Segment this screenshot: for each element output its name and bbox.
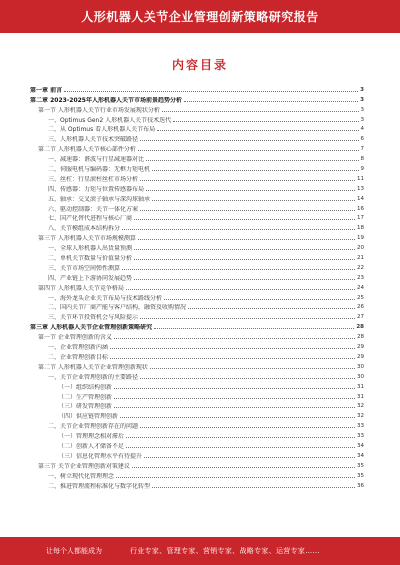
report-title: 人形机器人关节企业管理创新策略研究报告 <box>81 10 319 24</box>
toc-leader-dots <box>146 190 355 191</box>
toc-entry-text: 一、Optimus Gen2 人形机器人关节技术迭代 <box>48 116 172 124</box>
toc-leader-dots <box>134 219 355 220</box>
toc-leader-dots <box>164 299 355 300</box>
toc-entry[interactable] <box>30 480 364 490</box>
toc-entry-page: 25 <box>357 294 364 301</box>
toc-entry-page: 31 <box>357 393 364 400</box>
toc-entry-page: 16 <box>357 205 364 212</box>
toc-leader-dots <box>140 318 355 319</box>
toc-leader-dots <box>126 437 355 438</box>
toc-leader-dots <box>122 269 355 270</box>
toc-entry[interactable] <box>30 430 364 440</box>
toc-leader-dots <box>122 229 355 230</box>
toc-leader-dots <box>173 121 358 122</box>
report-header <box>0 0 400 33</box>
toc-entry-page: 28 <box>357 334 364 341</box>
toc-entry-text: 一、全球人形机器人出货量预测 <box>48 245 133 253</box>
toc-entry-page: 30 <box>357 373 364 380</box>
toc-entry[interactable] <box>30 331 364 341</box>
toc-leader-dots <box>162 111 359 112</box>
toc-entry-page: 3 <box>360 106 364 113</box>
toc-entry-page: 34 <box>357 442 364 449</box>
toc-entry-text: 三、关节环节投资机会与风险提示 <box>48 314 139 322</box>
toc-entry-page: 11 <box>357 175 364 182</box>
toc-entry[interactable] <box>30 94 364 104</box>
toc-entry-page: 17 <box>357 215 364 222</box>
toc-entry[interactable] <box>30 262 364 272</box>
toc-entry[interactable] <box>30 153 364 163</box>
toc-entry-page: 30 <box>357 363 364 370</box>
toc-entry[interactable] <box>30 232 364 242</box>
toc-entry-text: 八、关节模组成本结构拆分 <box>48 225 121 233</box>
toc-entry-page: 8 <box>360 156 364 163</box>
toc-leader-dots <box>152 487 355 488</box>
toc-entry[interactable] <box>30 381 364 391</box>
toc-entry-page: 36 <box>357 482 364 489</box>
toc-entry-text: 一、海外龙头企业关节布局与技术路线分析 <box>48 294 163 302</box>
toc-entry[interactable] <box>30 143 364 153</box>
toc-entry-text: （三）研发管理创新 <box>58 403 113 411</box>
toc-leader-dots <box>64 91 358 92</box>
toc-entry[interactable] <box>30 371 364 381</box>
toc-entry-page: 6 <box>360 136 364 143</box>
toc-entry-page: 28 <box>356 324 364 331</box>
toc-entry-page: 3 <box>360 116 364 123</box>
toc-entry-text: 三、关节市场空间弹性测算 <box>48 264 121 272</box>
toc-entry[interactable] <box>30 440 364 450</box>
footer-left-text: 让每个人都能成为 <box>46 547 102 555</box>
toc-entry[interactable] <box>30 401 364 411</box>
toc-leader-dots <box>114 398 355 399</box>
toc-entry-page: 29 <box>357 344 364 351</box>
toc-entry[interactable] <box>30 420 364 430</box>
toc-entry-page: 22 <box>357 264 364 271</box>
toc-entry-page: 27 <box>357 314 364 321</box>
toc-entry[interactable] <box>30 252 364 262</box>
toc-entry-page: 32 <box>357 413 364 420</box>
toc-entry-text: （四）供应链管理创新 <box>58 413 119 421</box>
toc-leader-dots <box>114 338 355 339</box>
toc-leader-dots <box>140 140 358 141</box>
toc-entry-text: 五、轴承：交叉滚子轴承与深沟球轴承 <box>48 195 151 203</box>
toc-entry-text: 一、减速器：谐波与行星减速器对比 <box>48 156 145 164</box>
toc-title: 内容目录 <box>171 58 228 72</box>
toc-entry-text: 第一节 人形机器人关节行业市场发展现状分析 <box>38 106 160 114</box>
toc-entry[interactable] <box>30 203 364 213</box>
toc-entry-text: 二、关节企业管理创新存在的问题 <box>48 423 139 431</box>
toc-leader-dots <box>116 477 355 478</box>
toc-leader-dots <box>146 160 358 161</box>
toc-leader-dots <box>152 200 355 201</box>
toc-entry[interactable] <box>30 84 364 94</box>
toc-leader-dots <box>114 407 355 408</box>
toc-entry-page: 9 <box>360 166 364 173</box>
toc-entry-text: 一、树立现代化管理理念 <box>48 472 115 480</box>
toc-entry-text: 二、伺服电机与编码器：无框力矩电机 <box>48 166 151 174</box>
toc-entry-text: 二、国内关节厂商产能与客户结构，融资及收购情况 <box>48 304 187 312</box>
toc-entry[interactable] <box>30 213 364 223</box>
toc-entry-text: 第三节 关节企业管理创新对策建议 <box>38 462 130 470</box>
toc-entry-text: 第二节 人形机器人关节企业管理创新现状 <box>38 363 148 371</box>
toc-entry-page: 26 <box>357 304 364 311</box>
toc-entry-page: 4 <box>360 126 364 133</box>
toc-leader-dots <box>134 249 355 250</box>
toc-list <box>30 84 364 490</box>
toc-entry[interactable] <box>30 361 364 371</box>
toc-leader-dots <box>140 378 355 379</box>
toc-leader-dots <box>150 368 355 369</box>
toc-entry-text: 第一节 企业管理创新的含义 <box>38 334 112 342</box>
toc-leader-dots <box>188 308 355 309</box>
toc-leader-dots <box>140 210 355 211</box>
toc-entry[interactable] <box>30 410 364 420</box>
toc-leader-dots <box>152 170 358 171</box>
toc-entry-text: 第三章 人形机器人关节企业管理创新策略研究 <box>30 324 153 332</box>
footer-right-text: 行业专家、管理专家、营销专家、战略专家、运营专家…… <box>130 547 320 555</box>
toc-entry-text: 二、企业管理创新目标 <box>48 353 109 361</box>
toc-leader-dots <box>134 259 355 260</box>
toc-leader-dots <box>132 467 355 468</box>
toc-entry[interactable] <box>30 272 364 282</box>
toc-entry-page: 21 <box>357 255 364 262</box>
toc-entry[interactable] <box>30 351 364 361</box>
toc-entry-text: 三、人形机器人关节技术突破路径 <box>48 136 139 144</box>
toc-entry[interactable] <box>30 450 364 460</box>
toc-entry[interactable] <box>30 311 364 321</box>
toc-entry[interactable] <box>30 460 364 470</box>
toc-leader-dots <box>140 180 355 181</box>
report-footer <box>0 537 400 565</box>
toc-leader-dots <box>110 358 355 359</box>
toc-leader-dots <box>138 150 359 151</box>
toc-entry-text: （一）组织结构创新 <box>58 383 113 391</box>
toc-entry-text: 四、传感器：力矩与位置传感器布局 <box>48 185 145 193</box>
toc-entry[interactable] <box>30 341 364 351</box>
toc-entry-page: 34 <box>357 452 364 459</box>
toc-entry-page: 32 <box>357 403 364 410</box>
toc-entry-page: 33 <box>357 423 364 430</box>
toc-entry-page: 13 <box>357 185 364 192</box>
toc-entry-text: 四、产业链上下游协同发展趋势 <box>48 274 133 282</box>
toc-leader-dots <box>120 417 355 418</box>
toc-entry-page: 14 <box>357 195 364 202</box>
toc-entry-text: 一、企业管理创新内涵 <box>48 344 109 352</box>
toc-entry-page: 24 <box>357 284 364 291</box>
toc-entry[interactable] <box>30 242 364 252</box>
toc-entry-text: （三）信息化管理水平有待提升 <box>58 452 143 460</box>
toc-entry-text: 七、国产化替代进程与核心厂商 <box>48 215 133 223</box>
toc-leader-dots <box>110 348 355 349</box>
toc-entry-text: 二、推进管理流程标准化与数字化转型 <box>48 482 151 490</box>
toc-entry[interactable] <box>30 133 364 143</box>
toc-entry-text: 第二节 人形机器人关节核心部件分析 <box>38 146 136 154</box>
toc-entry[interactable] <box>30 104 364 114</box>
toc-entry-page: 35 <box>357 462 364 469</box>
toc-entry-text: 第四节 人形机器人关节竞争格局 <box>38 284 124 292</box>
toc-entry-page: 18 <box>357 225 364 232</box>
toc-leader-dots <box>114 388 355 389</box>
toc-entry-page: 19 <box>357 235 364 242</box>
toc-entry[interactable] <box>30 183 364 193</box>
toc-entry-text: 第三节 人形机器人关节市场规模测算 <box>38 235 136 243</box>
toc-entry[interactable] <box>30 470 364 480</box>
toc-leader-dots <box>184 101 358 102</box>
toc-entry-page: 31 <box>357 383 364 390</box>
toc-entry[interactable] <box>30 173 364 183</box>
toc-entry[interactable] <box>30 163 364 173</box>
toc-entry[interactable] <box>30 391 364 401</box>
toc-entry-text: 二、从 Optimus 看人形机器人关节布局 <box>48 126 156 134</box>
toc-leader-dots <box>140 427 355 428</box>
toc-entry-page: 3 <box>360 96 364 103</box>
toc-entry-page: 33 <box>357 433 364 440</box>
toc-entry[interactable] <box>30 114 364 124</box>
toc-entry-page: 3 <box>360 86 364 93</box>
toc-entry-text: 一、关节企业管理创新的主要路径 <box>48 373 139 381</box>
toc-entry[interactable] <box>30 124 364 134</box>
toc-leader-dots <box>157 130 358 131</box>
toc-entry-text: （一）管理理念相对滞后 <box>58 433 125 441</box>
toc-entry-text: 二、单机关节数量与价值量分析 <box>48 255 133 263</box>
toc-entry-page: 29 <box>357 353 364 360</box>
toc-entry-page: 35 <box>357 472 364 479</box>
toc-entry[interactable] <box>30 282 364 292</box>
toc-entry[interactable] <box>30 321 364 331</box>
toc-leader-dots <box>126 289 355 290</box>
toc-entry-page: 20 <box>357 245 364 252</box>
toc-entry-page: 23 <box>357 274 364 281</box>
toc-leader-dots <box>126 447 355 448</box>
toc-entry-text: 六、驱动控制器：关节一体化方案 <box>48 205 139 213</box>
toc-entry-page: 7 <box>360 146 364 153</box>
toc-entry[interactable] <box>30 222 364 232</box>
toc-entry-text: （二）生产管理创新 <box>58 393 113 401</box>
toc-entry-text: 第二章 2023-2025年人形机器人关节市场前景趋势分析 <box>30 96 182 104</box>
toc-entry[interactable] <box>30 193 364 203</box>
toc-entry-text: 三、丝杠：行星滚柱丝杠市场分析 <box>48 175 139 183</box>
toc-entry[interactable] <box>30 292 364 302</box>
toc-entry[interactable] <box>30 302 364 312</box>
toc-entry-text: （二）创新人才储备不足 <box>58 442 125 450</box>
toc-leader-dots <box>138 239 355 240</box>
toc-leader-dots <box>154 328 354 329</box>
toc-leader-dots <box>134 279 355 280</box>
toc-entry-text: 第一章 前言 <box>30 86 63 94</box>
toc-leader-dots <box>144 457 355 458</box>
